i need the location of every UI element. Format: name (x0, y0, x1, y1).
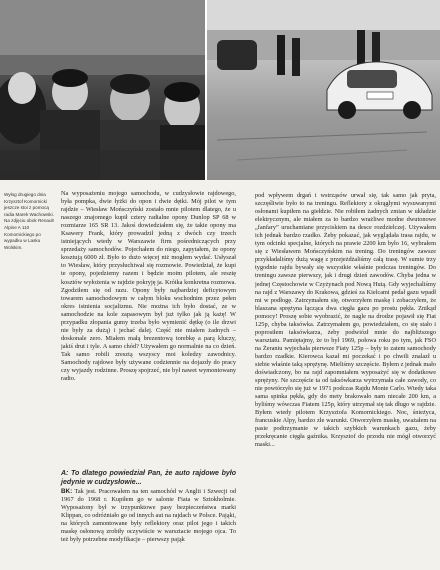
interview-answer (61, 488, 236, 544)
photo-car-accident (207, 0, 440, 180)
crowd-illustration (0, 0, 205, 180)
column-1-body (61, 190, 236, 462)
photo-caption: Wyłog drugiego dnia Krzysztof Komornicki jeszcze stoi z pomocą radia Marek Wachowski. Na zdjęciu obok Renault Alpine A 110 Komornickiego po wypadku w Lasku Wolskim. (4, 192, 54, 250)
article-column-2 (255, 192, 436, 568)
car-illustration (207, 0, 440, 180)
speaker-initials: BK: (61, 488, 73, 496)
paragraph: pod wpływem drgań i wstrząsów urwał się, tak samo jak pryta, szczęśliwie było to na treningu. Reflektory z okrągłymi wysuwanymi osłonami kupiłem na giełdzie. Nie robiłem żadnych zmian w układzie elektrycznym, ale miałem za to bardzo wrażliwe modne dwutonowe „fanfary” uruchamiane przyciskiem na desce rozdzielczej. Używałem ich jednak bardzo rzadko. Żeby pokazać, jak wyglądała trasa rajdu, w tym odcinki specjalne, których na prawie 2200 km było 16, wybrałem się z Wiesławem Mońsczyńskim na trening. Do treningów zawsze przykładaliśmy dużą wagę z przejeżdżaliśmy całą trasę. W sumie trzy tygodnie rajdu bywały się wszystkie właśnie podczas treningów. Do treningu zawsze pierwszy, jak i drugi dzień zawodów. Chyba jedna w jednej Częstochowie w Czyżynach pod Nową Hutą. Gdy wyjechaliśmy na rajd z Warszawy do Krakowa, gdzieś za Kielcami pedał gazu wpadł mi w podłogę. Zatrzymałem się, otworzyłem maskę i zobaczyłem, że blaszana sprężyna łącząca dwa cięgła gazu po prostu pękła. Znikąd pomocy! Proszę sobie wyobrazić, że nagle na drodze pojawił się Fiat 125p, chyba taksówka. Zatrzymałem go, powiedziałem, co się stało i poprosiłem taksówkarza, żeby podwiózł mnie do najbliższego warsztatu. Pamiętajmy, że to był 1969, połowa roku po tym, jak FSO na Żeraniu wyjechała pierwsze Fiaty 125p – były to zatem samochody bardzo rzadkie. Kierowca kazał mi poczekać i po chwili znalazł u siebie właśnie taką sprężynę. Mieliśmy szczęście. Byłem z jednak mało doświadczony, bo na rajd zapomniałem wyposażyć się w dodatkowe sprężyny. Ne szczęście ta od taksówkarza wytrzymała całe zawody, co nie powtórzyło się już w 1971 podczas Rajdu Monte Carlo. Wtedy taka sama spinka pękła, gdy do mety brakowało nam niecałe 200 km, a byliśmy wówczas Fiatem 125p, który utrzymał się tak długo w rajdzie. Byłem wtedy pilotem Krzysztofa Komornickiego. Noc, śnieżyca, francuskie Alpy, bardzo złe warunki. Otworzyłem maskę, uważałem na pasie podtrzymanie w takich szybkich warunkach gazu, żeby przekręcanie cięgła gaźnika. Krzysztof do przodu nie mógł otworzyć maski... (255, 192, 436, 449)
interview-question: A: To dlatego powiedział Pan, że auto rajdowe było jedynie w cudzysłowie... (61, 470, 236, 486)
article-column-1 (61, 190, 236, 545)
photo-crowd (0, 0, 205, 180)
paragraph: Na wyposażeniu mojego samochodu, w cudzysłowie rajdowego, była pompka, dwie łyżki do opon i dwie dętki. Mój pilot w tym rajdzie – Wiesław Mońsczyński zostało mnie pilotem dlatego, że u naszego znajomego kupił cztery radialne opony Dunlop SP 68 w rozmiarze 165 SR 13. Jakoś dowiedziałem się, że takie opony ma Ksawery Frank, który prowadził jedną z dwóch czy trzech istniejących wtedy w Warszawie firm pośredniczących przy sprzedaży samochodów. Pojechałem do niego, zapytałem, że opony kosztują 6000 zł. Było to dużo więcej niż mogłem wydać. Usłyszał to Wiesław, który przysłuchiwał się rozmowie. Powiedział, że kupi te opony, pojedziemy razem i będzie moim pilotem, ale resztę kosztów wyłożenia w rajdzie pokryję ja. Krótka konkretna rozmowa. Zgodziłem się od razu. Opony były najbardziej deficytowym towarem samochodowym w całym bloku wschodnim przez pełen okres istnienia socjalizmu. Nie można ich było dostać, ze w samochodzie na kole zapasowym był już tylko jak ją każę! W przypadku złopania gumy trzeba było wymienić dętkę (o ile drzwi nie były za dużą) i jechać dalej. Część nie miałem żadnych – doskonale zero. Miałem małą brezentową torebkę a parą kluczy, jakiś drut i tyle. A samo chód? Używałem go normalnie na co dzień. Tak samo robili zresztą wszyscy moi koledzy zawodnicy. Samochody rajdowe były używane codziennie na dojazdy do pracy czy wyjazdy rodzinne. Proszę spojrzeć, nie był nawet wymontowany radio. (61, 190, 236, 383)
answer-text: Tak jest. Pracowałem na ten samochód w Anglii i Szwecji od 1967 do 1968 r. Kupiłem go w salonie Fiata w Sztokholmie. Wyposażony był w trzypunktowe pasy bezpieczeństwa marki Klippan, co odróżniało go od innych aut na rajdach w Polsce. Pająki, na których zamontowane były reflektory oraz pilot jego i takich maskę osłonową zrobiły oczywiście w warsztacie mojego ojca. To też były potrzebne modyfikacje – pierwszy pająk (61, 488, 236, 544)
photo-strip (0, 0, 440, 180)
